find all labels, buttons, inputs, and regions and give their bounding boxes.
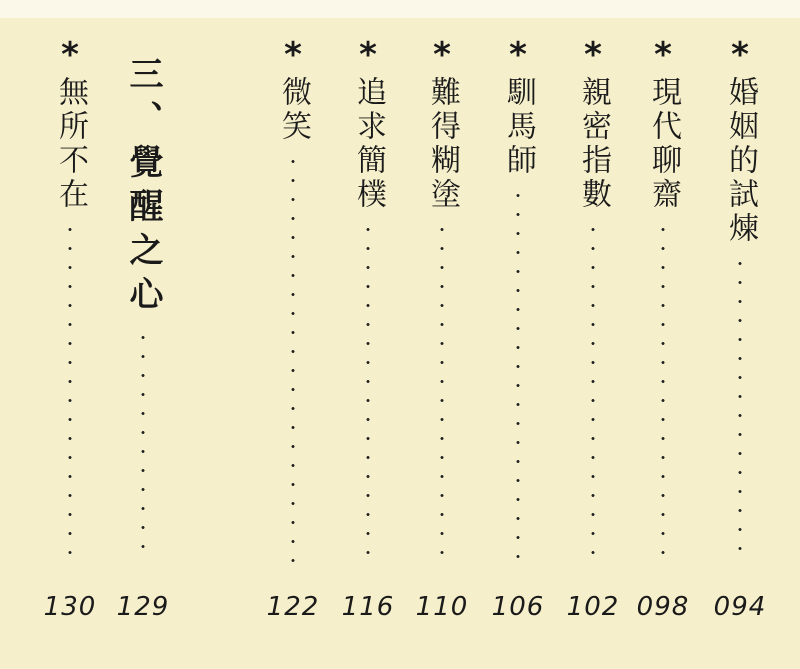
asterisk-marker: * [584, 35, 602, 75]
entry-title: 追求簡樸 [351, 76, 386, 212]
entry-title: 難得糊塗 [425, 76, 460, 212]
asterisk-marker: * [731, 35, 749, 75]
asterisk-marker: * [654, 35, 672, 75]
entry-title: 無所不在 [53, 76, 88, 212]
entry-title: 親密指數 [576, 76, 611, 212]
toc-entry-seek-simplicity [350, 35, 386, 562]
leader-dots [591, 220, 595, 562]
leader-dots [738, 254, 742, 562]
page-number: 110 [415, 592, 469, 622]
leader-dots [68, 220, 72, 562]
page-number: 122 [266, 592, 320, 622]
page-number: 098 [636, 592, 690, 622]
leader-dots [291, 152, 295, 562]
asterisk-marker: * [509, 35, 527, 75]
page-number: 129 [116, 592, 170, 622]
asterisk-marker: * [61, 35, 79, 75]
page-number: 106 [491, 592, 545, 622]
leader-dots [141, 328, 145, 562]
toc-entry-modern-liaozhai [645, 35, 681, 562]
page-number: 130 [43, 592, 97, 622]
toc-entry-marriage-test [722, 35, 758, 562]
entry-title: 馴馬師 [501, 76, 536, 178]
leader-dots [440, 220, 444, 562]
page-number: 116 [341, 592, 395, 622]
leader-dots [366, 220, 370, 562]
page-number: 094 [713, 592, 767, 622]
toc-entry-horse-tamer [500, 35, 536, 562]
leader-dots [661, 220, 665, 562]
toc-section-heading [125, 56, 161, 562]
toc-entry-rare-confusion [424, 35, 460, 562]
page-top-margin [0, 0, 800, 18]
asterisk-marker: * [433, 35, 451, 75]
toc-entry-intimacy-index [575, 35, 611, 562]
entry-title: 婚姻的試煉 [723, 76, 758, 246]
section-title: 三、覺醒之心 [123, 56, 163, 320]
leader-dots [516, 186, 520, 562]
asterisk-marker: * [284, 35, 302, 75]
entry-title: 微笑 [276, 76, 311, 144]
asterisk-marker: * [359, 35, 377, 75]
page-number: 102 [566, 592, 620, 622]
toc-entry-smile [275, 35, 311, 562]
toc-entry-everywhere [52, 35, 88, 562]
entry-title: 現代聊齋 [646, 76, 681, 212]
